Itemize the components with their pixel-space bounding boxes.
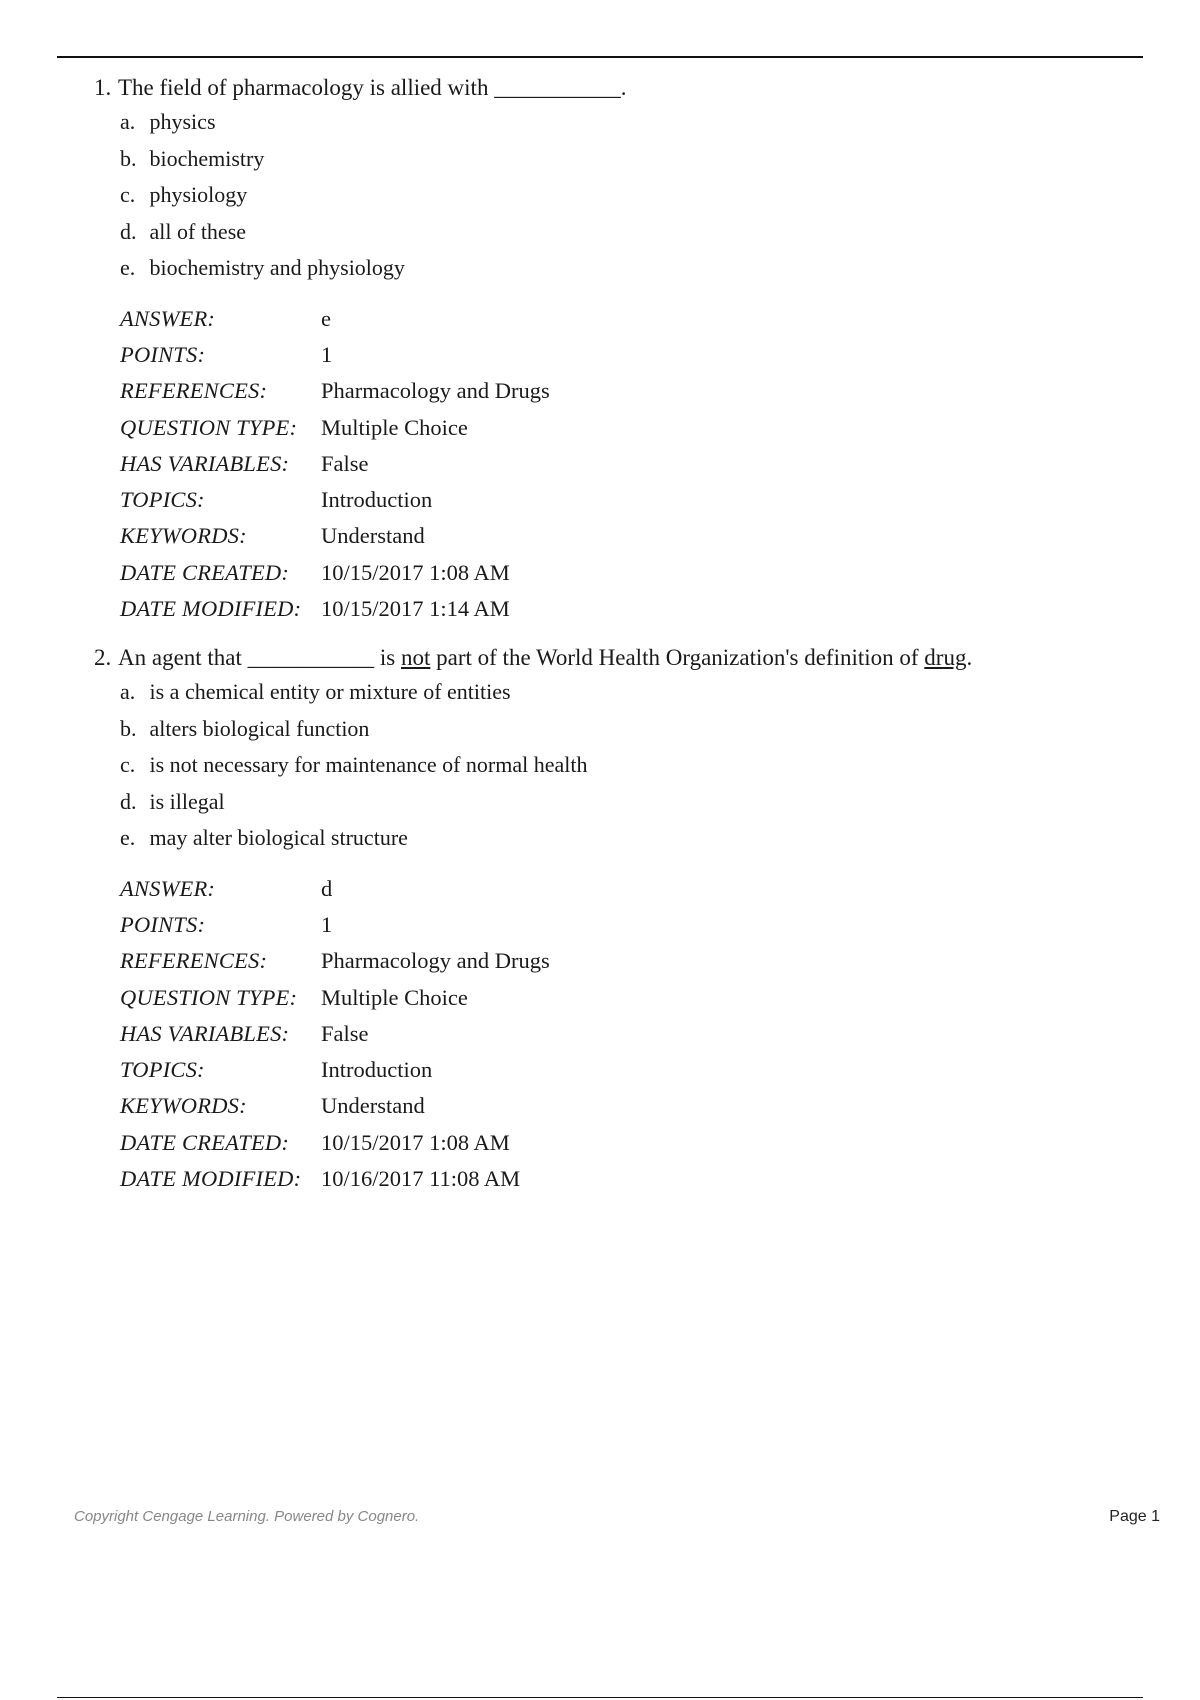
stem-text: . xyxy=(620,75,627,100)
meta-value: 1 xyxy=(321,341,333,367)
answer-options xyxy=(94,674,1154,857)
meta-row-keywords xyxy=(120,518,550,554)
question-number: 1. xyxy=(94,75,112,100)
option-d xyxy=(120,784,1154,821)
option-letter: a. xyxy=(120,109,136,134)
stem-text: part of the World Health Organization's definition of xyxy=(430,645,925,670)
meta-label: HAS VARIABLES: xyxy=(120,1020,290,1046)
meta-row-answer xyxy=(120,301,550,337)
option-text: may alter biological structure xyxy=(149,825,408,850)
meta-row-date-modified xyxy=(120,1161,550,1197)
meta-value: False xyxy=(321,1020,369,1046)
footer-copyright: Copyright Cengage Learning. Powered by Cognero. xyxy=(74,1508,420,1525)
meta-value: Pharmacology and Drugs xyxy=(321,378,550,404)
option-letter: d. xyxy=(120,218,137,244)
option-letter: c. xyxy=(120,752,136,777)
meta-row-question-type xyxy=(120,409,550,445)
meta-label: TOPICS: xyxy=(120,1057,205,1083)
option-b xyxy=(120,711,1154,748)
option-text: biochemistry xyxy=(149,145,265,171)
stem-text: . xyxy=(966,645,973,670)
option-d xyxy=(120,214,1154,251)
meta-value: 10/16/2017 11:08 AM xyxy=(321,1166,521,1192)
option-a xyxy=(120,674,1154,711)
meta-label: POINTS: xyxy=(120,911,206,937)
meta-value: Pharmacology and Drugs xyxy=(321,948,550,974)
meta-row-has-variables xyxy=(120,446,550,482)
meta-label: KEYWORDS: xyxy=(120,1093,247,1119)
question-number: 2. xyxy=(94,645,112,670)
option-e xyxy=(120,820,1154,857)
option-a xyxy=(120,104,1154,141)
option-c xyxy=(120,177,1154,214)
option-text: is not necessary for maintenance of normal health xyxy=(149,752,588,777)
option-letter: b. xyxy=(120,145,137,171)
meta-label: ANSWER: xyxy=(120,305,216,331)
meta-label: REFERENCES: xyxy=(120,948,268,974)
meta-label: KEYWORDS: xyxy=(120,523,247,549)
meta-value: Multiple Choice xyxy=(321,414,468,440)
meta-value: Introduction xyxy=(321,487,433,513)
question-stem xyxy=(94,72,1154,104)
option-letter: b. xyxy=(120,715,137,741)
stem-text: is xyxy=(374,645,401,670)
page-number: Page 1 xyxy=(1109,1508,1160,1525)
meta-value: 10/15/2017 1:08 AM xyxy=(321,1129,510,1155)
meta-row-date-created xyxy=(120,1125,550,1161)
meta-label: POINTS: xyxy=(120,341,206,367)
answer-blank: ___________ xyxy=(247,645,375,670)
meta-value: 1 xyxy=(321,911,333,937)
option-text: physics xyxy=(149,109,216,134)
meta-value: 10/15/2017 1:08 AM xyxy=(321,559,510,585)
meta-label: DATE CREATED: xyxy=(120,559,290,585)
emphasis-drug: drug xyxy=(924,645,967,670)
option-text: physiology xyxy=(149,182,248,207)
meta-row-points xyxy=(120,907,550,943)
option-letter: e. xyxy=(120,255,136,280)
meta-label: DATE MODIFIED: xyxy=(120,596,302,622)
meta-row-has-variables xyxy=(120,1016,550,1052)
meta-value: d xyxy=(321,875,333,901)
meta-row-keywords xyxy=(120,1088,550,1124)
meta-row-date-created xyxy=(120,555,550,591)
question-metadata xyxy=(120,301,550,628)
meta-label: REFERENCES: xyxy=(120,378,268,404)
option-text: biochemistry and physiology xyxy=(149,255,405,280)
meta-label: DATE MODIFIED: xyxy=(120,1166,302,1192)
option-letter: e. xyxy=(120,825,136,850)
option-letter: c. xyxy=(120,182,136,207)
meta-label: QUESTION TYPE: xyxy=(120,414,298,440)
meta-value: 10/15/2017 1:14 AM xyxy=(321,596,510,622)
meta-row-topics xyxy=(120,482,550,518)
top-rule xyxy=(57,56,1143,58)
question-stem xyxy=(94,642,1154,674)
meta-row-question-type xyxy=(120,979,550,1015)
meta-value: e xyxy=(321,305,331,331)
meta-row-references xyxy=(120,943,550,979)
answer-blank: ___________ xyxy=(494,75,621,100)
question-metadata xyxy=(120,871,550,1198)
option-text: alters biological function xyxy=(149,715,370,741)
meta-row-topics xyxy=(120,1052,550,1088)
meta-value: Introduction xyxy=(321,1057,433,1083)
meta-label: QUESTION TYPE: xyxy=(120,984,298,1010)
meta-label: ANSWER: xyxy=(120,875,216,901)
meta-label: HAS VARIABLES: xyxy=(120,450,290,476)
option-text: is illegal xyxy=(149,788,225,814)
meta-label: DATE CREATED: xyxy=(120,1129,290,1155)
meta-value: False xyxy=(321,450,369,476)
meta-label: TOPICS: xyxy=(120,487,205,513)
option-letter: d. xyxy=(120,788,137,814)
stem-text: An agent that xyxy=(118,645,248,670)
meta-row-references xyxy=(120,373,550,409)
meta-value: Multiple Choice xyxy=(321,984,468,1010)
option-text: is a chemical entity or mixture of entities xyxy=(149,679,511,704)
emphasis-not: not xyxy=(401,645,431,670)
option-e xyxy=(120,250,1154,287)
option-c xyxy=(120,747,1154,784)
option-text: all of these xyxy=(149,218,247,244)
meta-row-answer xyxy=(120,871,550,907)
meta-value: Understand xyxy=(321,1093,425,1119)
option-letter: a. xyxy=(120,679,136,704)
meta-row-points xyxy=(120,337,550,373)
answer-options xyxy=(94,104,1154,287)
meta-value: Understand xyxy=(321,523,425,549)
question-2 xyxy=(94,642,1154,1197)
option-b xyxy=(120,141,1154,178)
meta-row-date-modified xyxy=(120,591,550,627)
bottom-rule xyxy=(57,1697,1143,1698)
stem-text: The field of pharmacology is allied with xyxy=(118,75,495,100)
question-1 xyxy=(94,72,1154,627)
